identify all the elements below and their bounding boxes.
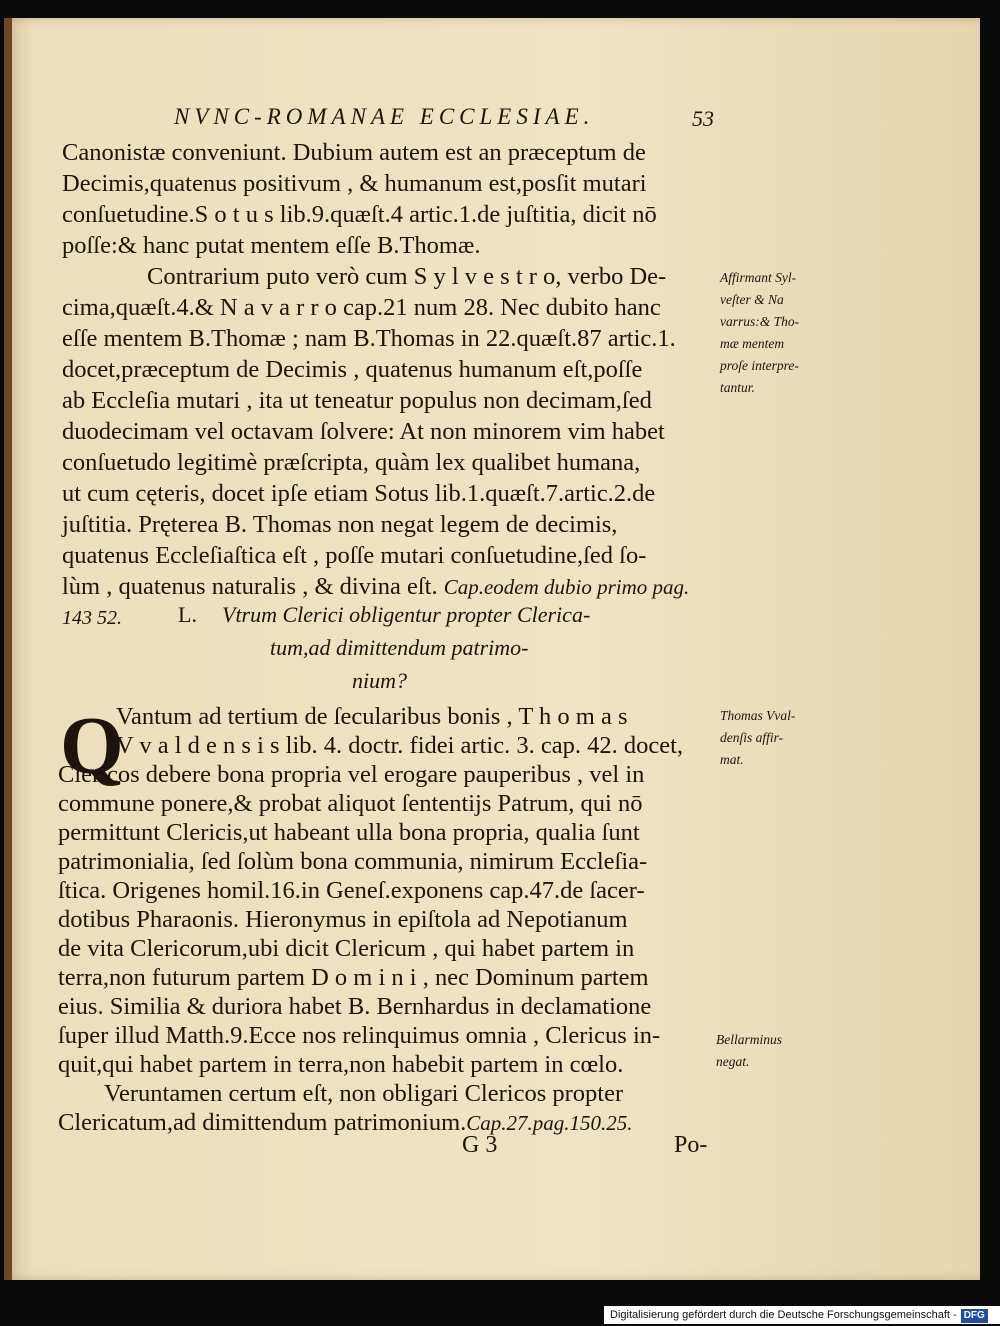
text-line: Contrarium puto verò cum S y l v e s t r o, verbo De- bbox=[147, 263, 667, 290]
marginal-note-line: varrus:& Tho- bbox=[720, 314, 800, 329]
text-line: quit,qui habet partem in terra,non habebit partem in cœlo. bbox=[58, 1051, 624, 1078]
text-line: duodecimam vel octavam ſolvere: At non minorem vim habet bbox=[62, 418, 665, 445]
text-line: V v a l d e n s i s lib. 4. doctr. fidei artic. 3. cap. 42. docet, bbox=[116, 732, 684, 759]
text-line: Clericos debere bona propria vel erogare pauperibus , vel in bbox=[58, 761, 645, 788]
section-heading-line: nium? bbox=[352, 668, 407, 693]
text-line: ſtica. Origenes homil.16.in Geneſ.exponens cap.47.de ſacer- bbox=[58, 877, 645, 904]
text-line: Canonistæ conveniunt. Dubium autem est an præceptum de bbox=[62, 139, 646, 166]
text-line: Vantum ad tertium de ſecularibus bonis , T h o m a s bbox=[116, 703, 628, 730]
text-line: commune ponere,& probat aliquot ſententijs Patrum, qui nō bbox=[58, 790, 643, 817]
citation: Cap.eodem dubio primo pag. bbox=[443, 575, 690, 599]
text-line bbox=[62, 572, 689, 602]
text-line: conſuetudine.S o t u s lib.9.quæſt.4 artic.1.de juſtitia, dicit nō bbox=[62, 201, 657, 228]
marginal-note-line: veſter & Na bbox=[720, 292, 784, 307]
text-line: Decimis,quatenus positivum , & humanum est,posſit mutari bbox=[62, 170, 647, 197]
marginal-note-line: Thomas Vval- bbox=[720, 708, 796, 723]
marginal-note-line: denſis affir- bbox=[720, 730, 784, 745]
section-number: L. bbox=[178, 602, 197, 627]
marginal-note-line: negat. bbox=[716, 1054, 750, 1069]
text-line: de vita Clericorum,ubi dicit Clericum , qui habet partem in bbox=[58, 935, 635, 962]
text-line-content: lùm , quatenus naturalis , & divina eſt. bbox=[62, 573, 438, 600]
text-line-content: Clericatum,ad dimittendum patrimonium. bbox=[58, 1109, 467, 1136]
text-line bbox=[58, 1108, 633, 1138]
marginal-note-line: tantur. bbox=[720, 380, 755, 395]
text-line: permittunt Clericis,ut habeant ulla bona propria, qualia ſunt bbox=[58, 819, 640, 846]
text-line: ut cum cęteris, docet ipſe etiam Sotus lib.1.quæſt.7.artic.2.de bbox=[62, 480, 656, 507]
running-title: NVNC-ROMANAE ECCLESIAE. bbox=[174, 104, 595, 129]
signature-mark: G 3 bbox=[462, 1132, 498, 1158]
marginal-note-line: mat. bbox=[720, 752, 744, 767]
marginal-note-line: Affirmant Syl- bbox=[720, 270, 797, 285]
funding-footer bbox=[604, 1306, 1000, 1324]
text-line: cima,quæſt.4.& N a v a r r o cap.21 num 28. Nec dubito hanc bbox=[62, 294, 661, 321]
marginal-note-line: Bellarminus bbox=[716, 1032, 782, 1047]
text-line: eſſe mentem B.Thomæ ; nam B.Thomas in 22.quæſt.87 artic.1. bbox=[62, 325, 676, 352]
page-binding-edge bbox=[4, 18, 12, 1280]
text-line: eius. Similia & duriora habet B. Bernhardus in declamatione bbox=[58, 993, 652, 1020]
text-line: ſuper illud Matth.9.Ecce nos relinquimus omnia , Clericus in- bbox=[58, 1022, 661, 1049]
dfg-logo-icon: DFG bbox=[961, 1309, 988, 1323]
catchword: Po- bbox=[674, 1132, 708, 1158]
text-line: terra,non futurum partem D o m i n i , nec Dominum partem bbox=[58, 964, 649, 991]
section-heading-line: tum,ad dimittendum patrimo- bbox=[270, 635, 529, 660]
citation: Cap.27.pag.150.25. bbox=[466, 1111, 633, 1135]
section-heading-line: Vtrum Clerici obligentur propter Clerica- bbox=[222, 602, 591, 627]
text-line: quatenus Eccleſiaſtica eſt , poſſe mutari conſuetudine,ſed ſo- bbox=[62, 542, 647, 569]
text-line: poſſe:& hanc putat mentem eſſe B.Thomæ. bbox=[62, 232, 481, 259]
text-line: juſtitia. Pręterea B. Thomas non negat legem de decimis, bbox=[62, 511, 618, 538]
page-number: 53 bbox=[692, 106, 714, 131]
marginal-note-line: proſe interpre- bbox=[720, 358, 799, 373]
text-line: patrimonialia, ſed ſolùm bona communia, nimirum Eccleſia- bbox=[58, 848, 648, 875]
footer-text: Digitalisierung gefördert durch die Deutsche Forschungsgemeinschaft - bbox=[610, 1309, 957, 1321]
text-line: Veruntamen certum eſt, non obligari Clericos propter bbox=[104, 1080, 624, 1107]
text-line: dotibus Pharaonis. Hieronymus in epiſtola ad Nepotianum bbox=[58, 906, 628, 933]
text-line: docet,præceptum de Decimis , quatenus humanum eſt,poſſe bbox=[62, 356, 643, 383]
text-line: conſuetudo legitimè præſcripta, quàm lex qualibet humana, bbox=[62, 449, 641, 476]
text-line: 143 52. bbox=[62, 607, 122, 629]
drop-cap: Q bbox=[60, 700, 124, 791]
book-page bbox=[4, 18, 980, 1280]
text-line: ab Eccleſia mutari , ita ut teneatur populus non decimam,ſed bbox=[62, 387, 652, 414]
marginal-note-line: mæ mentem bbox=[720, 336, 785, 351]
